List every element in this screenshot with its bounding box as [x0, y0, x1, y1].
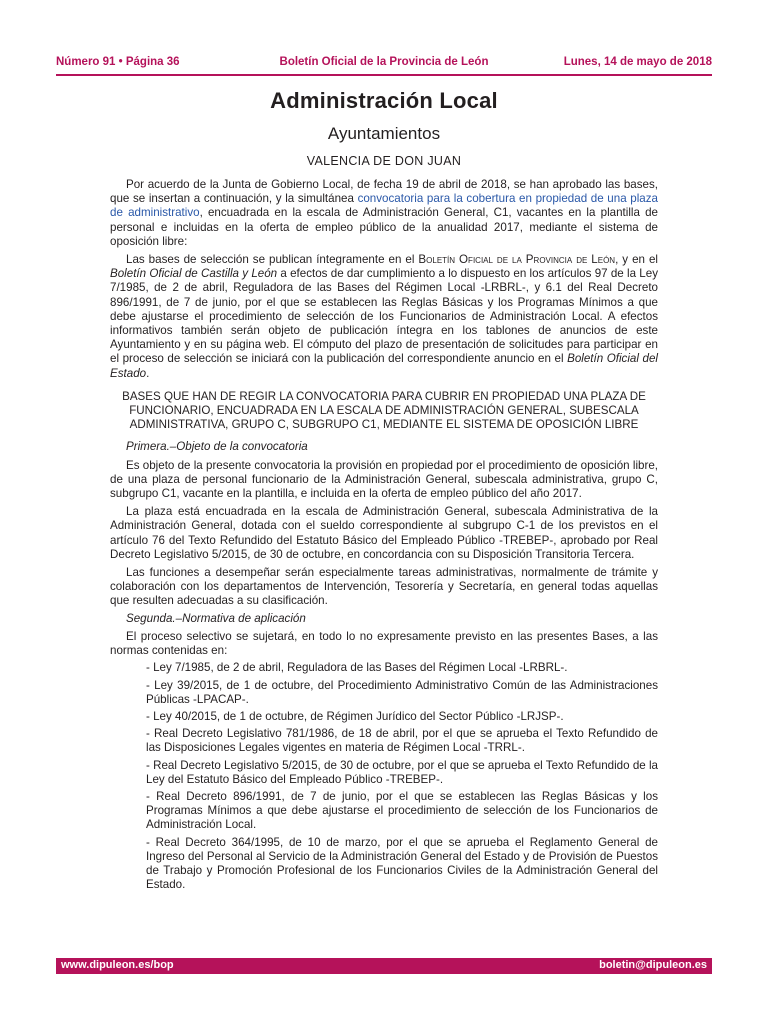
page-footer: [56, 958, 712, 974]
primera-paragraph: Es objeto de la presente convocatoria la provisión en propiedad por el procedimiento de oposición libre, de una plaza de personal funcionario de la Administración General, subescala administrativa, grupo C, subgrupo C1, vacante en la plantilla, e incluida en la oferta de empleo público del año 2017.: [110, 458, 658, 501]
segunda-heading: Segunda.–Normativa de aplicación: [126, 611, 306, 625]
bocyl-name: Boletín Oficial de Castilla y León: [110, 267, 278, 281]
intro-text-end: , encuadrada en la escala de Administración General, C1, vacantes en la plantilla de personal e incluidas en la oferta de empleo público de la anualidad 2017, mediante el sistema de oposición libre:: [110, 206, 658, 248]
convocatoria-link[interactable]: convocatoria para la cobertura en propiedad de una plaza de administrativo: [110, 192, 658, 220]
publication-paragraph: [110, 253, 658, 381]
norm-list-item: - Real Decreto Legislativo 5/2015, de 30 de octubre, por el que se aprueba el Texto Refundido de la Ley del Estatuto Básico del Empleado Público -TREBEP-.: [146, 758, 658, 786]
publication-text-start: Las bases de selección se publican íntegramente en el: [126, 253, 419, 267]
subsection-title: Ayuntamientos: [327, 124, 441, 143]
primera-heading: Primera.–Objeto de la convocatoria: [126, 440, 308, 454]
document-body: [110, 86, 658, 892]
norm-list-item: - Real Decreto 364/1995, de 10 de marzo, por el que se aprueba el Reglamento General de Ingreso del Personal al Servicio de la Administración General del Estado y de Provisión de Puestos de Trabajo y Promoción Profesional de los Funcionarios Civiles de la Administración General del Estado.: [146, 835, 658, 892]
publication-text-mid2: a efectos de dar cumplimiento a lo dispuesto en los artículos 97 de la Ley 7/1985, de 2 de abril, Reguladora de las Bases del Régimen Local -LRBRL-, y 6.1 del Real Decreto 896/1991, de 7 de junio, por el que se establecen las Reglas Básicas y los Programas Mínimos a que debe ajustarse el procedimiento de selección de los Funcionarios de Administración Local. A efectos informativos también serán objeto de publicación íntegra en los tablones de anuncios de este Ayuntamiento y en su página web. El cómputo del plazo de presentación de solicitudes para participar en el proceso de selección se iniciará con la publicación del correspondiente anuncio en el: [110, 267, 658, 366]
publication-text-mid1: , y en el: [615, 253, 658, 267]
bulletin-title: Boletín Oficial de la Provincia de León: [279, 56, 489, 68]
norm-list-item: - Ley 7/1985, de 2 de abril, Reguladora de las Bases del Régimen Local -LRBRL-.: [146, 661, 568, 675]
page-header: [56, 52, 712, 76]
bop-name: Boletín Oficial de la Provincia de León: [418, 253, 616, 267]
issue-page-number: Número 91 • Página 36: [56, 56, 180, 68]
intro-paragraph: [110, 178, 658, 249]
website-link[interactable]: www.dipuleon.es/bop: [61, 959, 174, 971]
section-title: Administración Local: [270, 88, 498, 113]
header-divider: [56, 74, 712, 76]
norm-list-item: - Real Decreto 896/1991, de 7 de junio, por el que se establecen las Reglas Básicas y los Programas Mínimos a que debe ajustarse el procedimiento de selección de los Funcionarios de Administración Local.: [146, 789, 658, 832]
norm-list-item: - Ley 39/2015, de 1 de octubre, del Procedimiento Administrativo Común de las Administraciones Públicas -LPACAP-.: [146, 678, 658, 706]
boe-name: Boletín Oficial del Estado: [110, 352, 658, 380]
publication-date: Lunes, 14 de mayo de 2018: [563, 56, 712, 68]
segunda-intro: El proceso selectivo se sujetará, en todo lo no expresamente previsto en las presentes Bases, a las normas contenidas en:: [110, 629, 658, 658]
entity-name: VALENCIA DE DON JUAN: [306, 154, 462, 168]
email-link[interactable]: boletin@dipuleon.es: [599, 959, 707, 971]
norm-list-item: - Real Decreto Legislativo 781/1986, de 18 de abril, por el que se aprueba el Texto Refundido de las Disposiciones Legales vigentes en materia de Régimen Local -TRRL-.: [146, 727, 658, 755]
publication-text-end: .: [146, 366, 150, 380]
intro-text-start: Por acuerdo de la Junta de Gobierno Local, de fecha 19 de abril de 2018, se han aprobado las bases, que se insertan a continuación, y la simultánea: [110, 178, 658, 206]
norm-list-item: - Ley 40/2015, de 1 de octubre, de Régimen Jurídico del Sector Público -LRJSP-.: [146, 709, 564, 723]
primera-paragraph: Las funciones a desempeñar serán especialmente tareas administrativas, normalmente de trámite y colaboración con los departamentos de Intervención, Tesorería y Secretaría, en general todas aquellas que resulten adecuadas a su clasificación.: [110, 566, 658, 608]
primera-paragraph: La plaza está encuadrada en la escala de Administración General, subescala Administrativa de la Administración General, dotada con el sueldo correspondiente al subgrupo C-1 de los previstos en el artículo 76 del Texto Refundido del Estatuto Básico del Empleado Público -TREBEP-, aprobado por Real Decreto Legislativo 5/2015, de 30 de octubre, en concordancia con su Disposición Transitoria Tercera.: [110, 505, 658, 561]
bases-title: BASES QUE HAN DE REGIR LA CONVOCATORIA PARA CUBRIR EN PROPIEDAD UNA PLAZA DE FUNCIONARIO, ENCUADRADA EN LA ESCALA DE ADMINISTRACIÓN GENERAL, SUBESCALA ADMINISTRATIVA, GRUPO C, SUBGRUPO C1, MEDIANTE EL SISTEMA DE OPOSICIÓN LIBRE: [122, 389, 646, 432]
